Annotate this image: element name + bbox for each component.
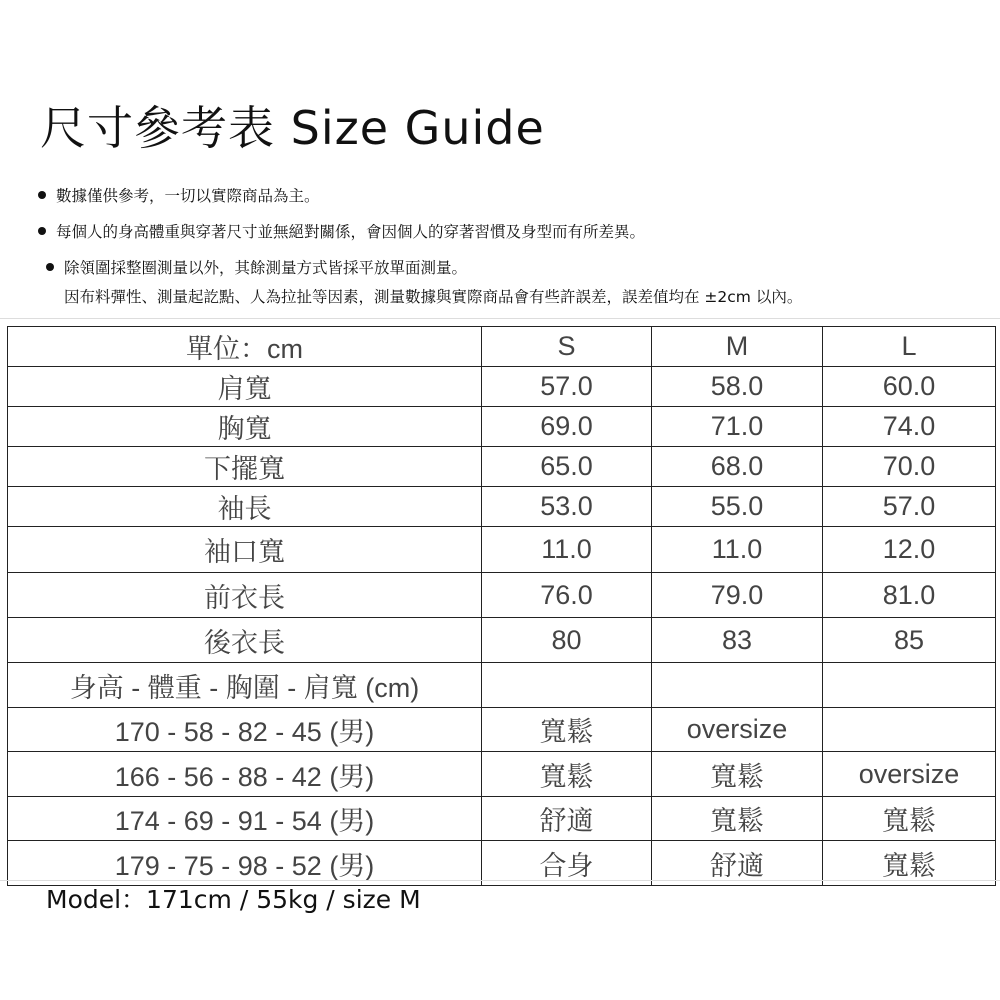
measure-label: 前衣長 — [8, 573, 482, 618]
table-cell: 60.0 — [823, 367, 996, 407]
bullet-icon — [46, 263, 54, 271]
measure-label: 袖長 — [8, 487, 482, 527]
body-spec: 166 - 56 - 88 - 42 (男) — [8, 752, 482, 797]
fit-cell: 合身 — [482, 841, 652, 886]
table-cell: 70.0 — [823, 447, 996, 487]
note-continuation — [64, 285, 802, 307]
table-cell: 80 — [482, 618, 652, 663]
table-cell — [652, 663, 823, 708]
table-cell — [482, 663, 652, 708]
table-cell — [823, 663, 996, 708]
size-table — [7, 326, 996, 886]
note-text: 除領圍採整圈測量以外，其餘測量方式皆採平放單面測量。 — [64, 259, 468, 277]
table-row — [8, 407, 996, 447]
table-cell: 65.0 — [482, 447, 652, 487]
size-s-header: S — [482, 327, 652, 367]
measure-label: 肩寬 — [8, 367, 482, 407]
measure-label: 下擺寬 — [8, 447, 482, 487]
table-row — [8, 618, 996, 663]
fit-header: 身高 - 體重 - 胸圍 - 肩寬 (cm) — [8, 663, 482, 708]
table-cell: 55.0 — [652, 487, 823, 527]
table-cell: 81.0 — [823, 573, 996, 618]
table-header-row — [8, 327, 996, 367]
note-item — [46, 256, 467, 278]
note-item — [38, 220, 645, 242]
fit-cell: oversize — [823, 752, 996, 797]
body-spec: 174 - 69 - 91 - 54 (男) — [8, 797, 482, 841]
bullet-icon — [38, 191, 46, 199]
note-item — [38, 184, 320, 206]
measure-label: 後衣長 — [8, 618, 482, 663]
table-cell: 12.0 — [823, 527, 996, 573]
table-row — [8, 487, 996, 527]
table-cell: 53.0 — [482, 487, 652, 527]
table-cell: 76.0 — [482, 573, 652, 618]
fit-cell: 寬鬆 — [823, 841, 996, 886]
fit-cell: 寬鬆 — [823, 797, 996, 841]
unit-header: 單位：cm — [8, 327, 482, 367]
note-text: 數據僅供參考，一切以實際商品為主。 — [56, 187, 320, 205]
size-l-header: L — [823, 327, 996, 367]
table-cell: 85 — [823, 618, 996, 663]
fit-row — [8, 797, 996, 841]
fit-cell: 寬鬆 — [482, 708, 652, 752]
table-cell: 69.0 — [482, 407, 652, 447]
table-row — [8, 447, 996, 487]
fit-cell: oversize — [652, 708, 823, 752]
table-cell: 11.0 — [652, 527, 823, 573]
fit-cell: 舒適 — [652, 841, 823, 886]
size-m-header: M — [652, 327, 823, 367]
page-title: 尺寸參考表 Size Guide — [40, 101, 545, 155]
fit-cell — [823, 708, 996, 752]
note-text: 因布料彈性、測量起訖點、人為拉扯等因素，測量數據與實際商品會有些許誤差，誤差值均在 ±2cm 以內。 — [64, 288, 803, 306]
table-cell: 71.0 — [652, 407, 823, 447]
bullet-icon — [38, 227, 46, 235]
fit-row — [8, 841, 996, 886]
divider-top — [0, 318, 1000, 319]
table-cell: 57.0 — [482, 367, 652, 407]
table-row — [8, 573, 996, 618]
fit-cell: 寬鬆 — [652, 752, 823, 797]
body-spec: 179 - 75 - 98 - 52 (男) — [8, 841, 482, 886]
note-text: 每個人的身高體重與穿著尺寸並無絕對關係，會因個人的穿著習慣及身型而有所差異。 — [56, 223, 646, 241]
fit-cell: 寬鬆 — [482, 752, 652, 797]
fit-cell: 寬鬆 — [652, 797, 823, 841]
fit-cell: 舒適 — [482, 797, 652, 841]
table-cell: 79.0 — [652, 573, 823, 618]
table-cell: 74.0 — [823, 407, 996, 447]
body-spec: 170 - 58 - 82 - 45 (男) — [8, 708, 482, 752]
table-row — [8, 367, 996, 407]
model-info: Model：171cm / 55kg / size M — [46, 885, 421, 914]
table-cell: 58.0 — [652, 367, 823, 407]
measure-label: 胸寬 — [8, 407, 482, 447]
table-cell: 68.0 — [652, 447, 823, 487]
fit-header-row — [8, 663, 996, 708]
table-row — [8, 527, 996, 573]
measure-label: 袖口寬 — [8, 527, 482, 573]
fit-row — [8, 752, 996, 797]
table-cell: 83 — [652, 618, 823, 663]
fit-row — [8, 708, 996, 752]
table-cell: 11.0 — [482, 527, 652, 573]
table-cell: 57.0 — [823, 487, 996, 527]
